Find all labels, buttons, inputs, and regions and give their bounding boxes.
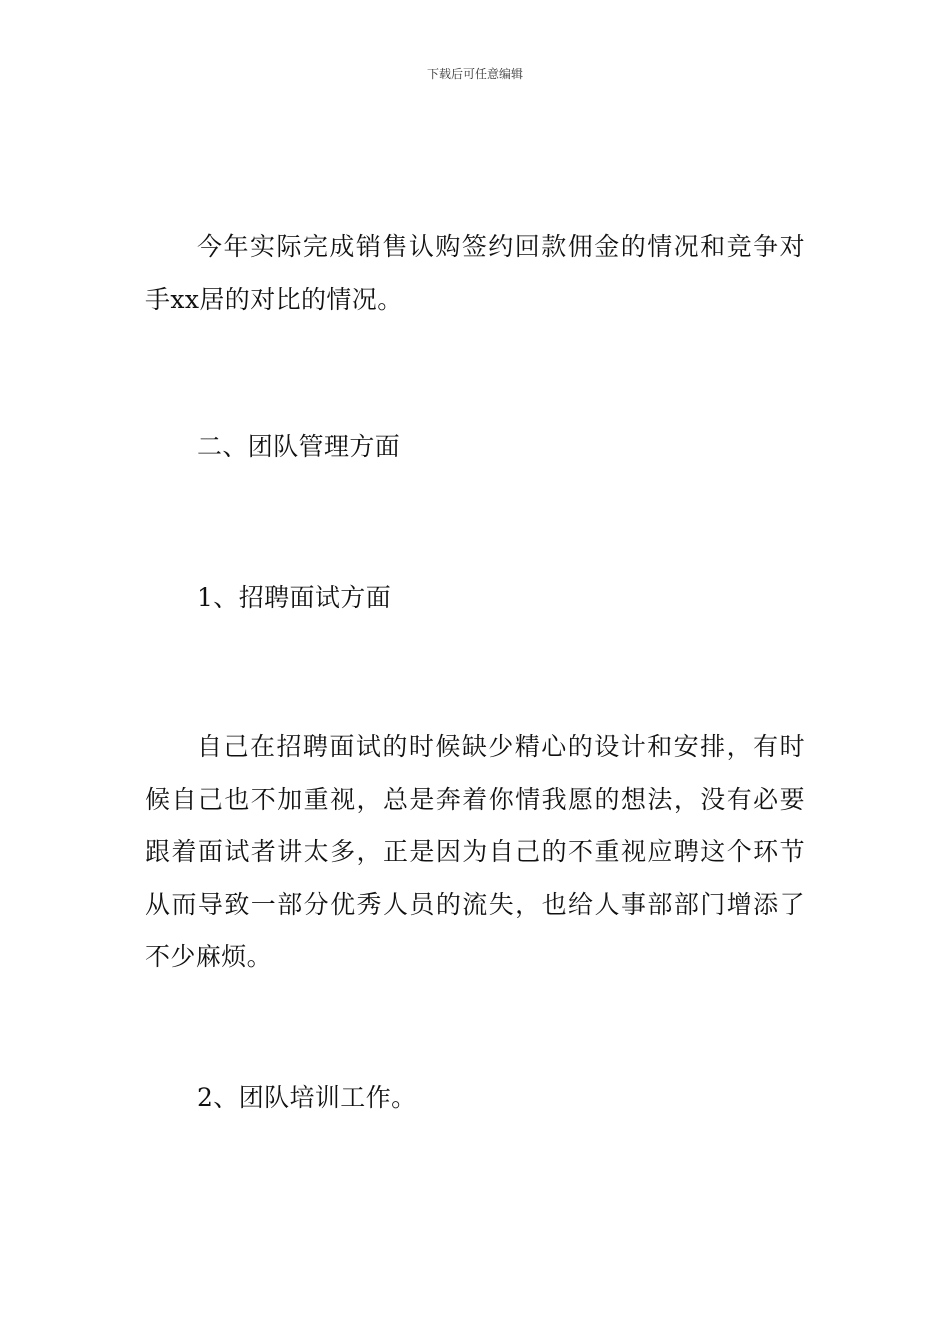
subheading-recruitment-interview: 1、招聘面试方面 (197, 583, 392, 612)
section-heading-team-management: 二、团队管理方面 (197, 432, 401, 461)
page-header-note: 下载后可任意编辑 (426, 67, 523, 81)
subheading-team-training: 2、团队培训工作。 (197, 1083, 417, 1112)
paragraph-sales-comparison: 今年实际完成销售认购签约回款佣金的情况和竞争对手xx居的对比的情况。 (145, 232, 805, 314)
paragraph-recruitment-reflection: 自己在招聘面试的时候缺少精心的设计和安排，有时候自己也不加重视，总是奔着你情我愿的想法，没有必要跟着面试者讲太多，正是因为自己的不重视应聘这个环节从而导致一部分优秀人员的流失，也给人事部部门增添了不少麻烦。 (145, 732, 805, 971)
